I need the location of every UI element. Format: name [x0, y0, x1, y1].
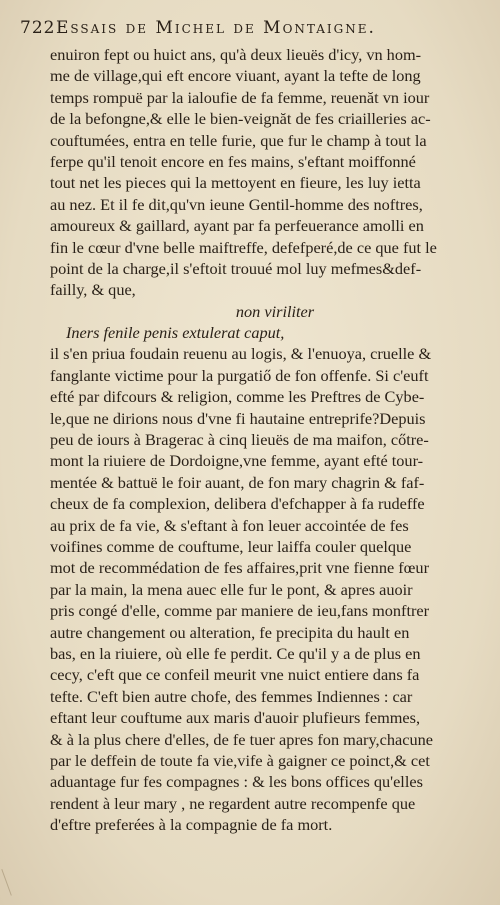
text-line: & à la plus chere d'elles, de fe tuer apres fon mary,chacune	[50, 729, 433, 749]
latin-quote-line-2: Iners fenile penis extulerat caput,	[66, 323, 285, 343]
text-line: failly, & que,	[50, 280, 136, 300]
page-number: 722	[20, 18, 56, 38]
text-line: couftumées, entra en telle furie, que fur le champ à tout la	[50, 130, 427, 150]
text-line: tefte. C'eft bien autre chofe, des femmes Indiennes : car	[50, 686, 413, 706]
text-line: eftant leur couftume aux maris d'auoir plufieurs femmes,	[50, 708, 421, 728]
text-line: aduantage fur fes compagnes : & les bons offices qu'elles	[50, 772, 423, 792]
text-line: pris congé d'elle, comme par maniere de ieu,fans monftrer	[50, 601, 430, 621]
text-line: il s'en priua foudain reuenu au logis, & l'enuoya, cruelle &	[50, 344, 432, 364]
text-line: autre changement ou alteration, fe precipita du hault en	[50, 622, 410, 642]
running-head: Essais de Michel de Montaigne.	[56, 18, 376, 38]
text-line: enuiron fept ou huict ans, qu'à deux lieuës d'icy, vn hom-	[50, 45, 422, 64]
text-line: par le deffein de toute fa vie,vife à gaigner ce poinct,& cet	[50, 750, 430, 770]
text-line: peu de iours à Bragerac à cinq lieuës de ma maifon, cőtre-	[50, 430, 429, 450]
text-line: me de village,qui eft encore viuant, ayant la tefte de long	[50, 66, 421, 86]
text-line: le,que ne dirions nous d'vne fi hautaine entreprife?Depuis	[50, 408, 426, 428]
text-line: mot de recommédation de fes affaires,prit vne fienne fœur	[50, 558, 429, 578]
latin-quote-line-1: non viriliter	[235, 301, 315, 321]
text-line: fanglante victime pour la purgatiő de fon offenfe. Si c'euft	[50, 365, 429, 385]
text-line: rendent à leur mary , ne regardent autre recompenfe que	[50, 793, 416, 813]
text-line: cecy, c'eft que ce confeil meurit vne nuict entiere dans fa	[50, 665, 420, 685]
text-line: ferpe qu'il tenoit encore en fes mains, s'eftant moiffonné	[50, 151, 416, 171]
text-line: mentée & battuë le foir auant, de fon mary chagrin & faf-	[50, 472, 425, 492]
text-line: de la befongne,& elle le bien-veignăt de fes criailleries ac-	[50, 109, 431, 129]
text-line: d'eftre preferées à la compagnie de fa mort.	[50, 815, 333, 835]
text-line: point de la charge,il s'eftoit trouué mol luy mefmes&def-	[50, 258, 422, 278]
text-line: temps rompuë par la ialoufie de fa femme, reuenăt vn iour	[50, 87, 430, 107]
text-line: amoureux & gaillard, ayant par fa perfeuerance amolli en	[50, 216, 424, 236]
text-line: bas, en la riuiere, où elle fe perdit. Ce qu'il y a de plus en	[50, 643, 421, 663]
text-line: mont la riuiere de Dordoigne,vne femme, ayant efté tour-	[50, 451, 424, 471]
text-line: au prix de fa vie, & s'eftant à fon leuer accointée de fes	[50, 515, 409, 535]
text-line: fin le cœur d'vne belle maiftreffe, defefperé,de ce que fut le	[50, 237, 437, 257]
body-text	[50, 44, 490, 835]
text-line: par la main, la mena auec elle fur le pont, & apres auoir	[50, 579, 413, 599]
text-line: voifines comme de couftume, leur laiffa couler quelque	[50, 536, 412, 556]
page-fold-mark	[1, 868, 13, 895]
text-line: au nez. Et il fe dit,qu'vn ieune Gentil-homme des noftres,	[50, 194, 423, 214]
text-line: tout net les pieces qui la mettoyent en fieure, les luy ietta	[50, 173, 421, 193]
text-line: cheux de fa complexion, delibera d'efchapper à fa rudeffe	[50, 494, 425, 514]
page-header	[20, 14, 490, 44]
text-line: efté par difcours & religion, comme les Preftres de Cybe-	[50, 387, 425, 407]
